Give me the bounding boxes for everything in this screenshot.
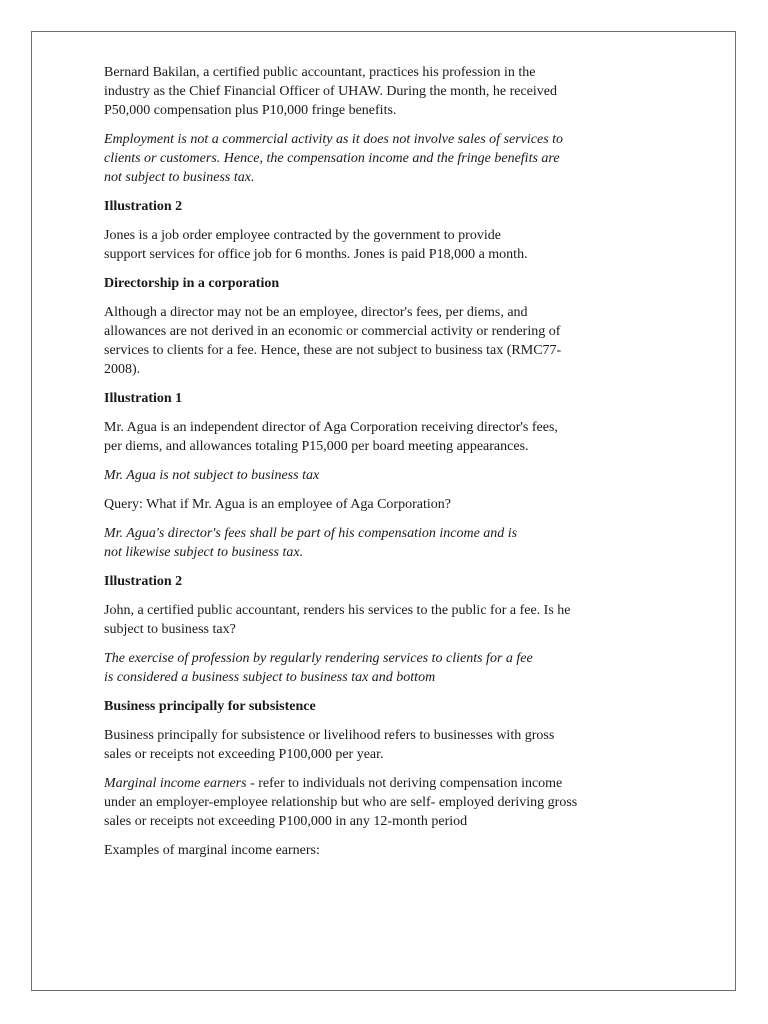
paragraph-agua-answer: Mr. Agua's director's fees shall be part of his compensation income and is not likewise subject to business tax. — [104, 526, 518, 560]
heading-directorship: Directorship in a corporation — [104, 276, 280, 291]
paragraph-employment-note: Employment is not a commercial activity as it does not involve sales of services to clients or customers. Hence, the compensation income and the fringe benefits are not subject to business tax. — [104, 132, 564, 185]
paragraph-examples: Examples of marginal income earners: — [104, 843, 320, 858]
paragraph-director-fees: Although a director may not be an employee, director's fees, per diems, and allowances are not derived in an economic or commercial activity or rendering of services to clients for a fee. Hence, these are not subject to business tax (RMC77- 2008). — [104, 305, 562, 377]
heading-illustration-2-a: Illustration 2 — [104, 199, 183, 214]
paragraph-bakilan: Bernard Bakilan, a certified public accountant, practices his profession in the industry as the Chief Financial Officer of UHAW. During the month, he received P50,000 compensation plus P10,000 fringe benefits. — [104, 65, 557, 118]
marginal-income-term: Marginal income earners — [104, 776, 247, 791]
paragraph-subsistence: Business principally for subsistence or livelihood refers to businesses with gross sales or receipts not exceeding P100,000 per year. — [104, 728, 555, 762]
document-body — [104, 63, 624, 870]
page-bottom-border — [31, 990, 736, 991]
paragraph-jones: Jones is a job order employee contracted by the government to provide support services for office job for 6 months. Jones is paid P18,000 a month. — [104, 228, 528, 262]
paragraph-query: Query: What if Mr. Agua is an employee of Aga Corporation? — [104, 497, 451, 512]
paragraph-john: John, a certified public accountant, renders his services to the public for a fee. Is he subject to business tax? — [104, 603, 571, 637]
paragraph-marginal-income: Marginal income earners - refer to individuals not deriving compensation income under an employer-employee relationship but who are self- employed deriving gross sales or receipts not exceeding P100,000 in any 12-month period — [104, 776, 578, 829]
paragraph-agua: Mr. Agua is an independent director of Aga Corporation receiving director's fees, per diems, and allowances totaling P15,000 per board meeting appearances. — [104, 420, 558, 454]
paragraph-profession-answer: The exercise of profession by regularly rendering services to clients for a fee is considered a business subject to business tax and bottom — [104, 651, 533, 685]
paragraph-agua-not-subject: Mr. Agua is not subject to business tax — [104, 468, 320, 483]
heading-illustration-1: Illustration 1 — [104, 391, 183, 406]
heading-subsistence: Business principally for subsistence — [104, 699, 316, 714]
heading-illustration-2-b: Illustration 2 — [104, 574, 183, 589]
